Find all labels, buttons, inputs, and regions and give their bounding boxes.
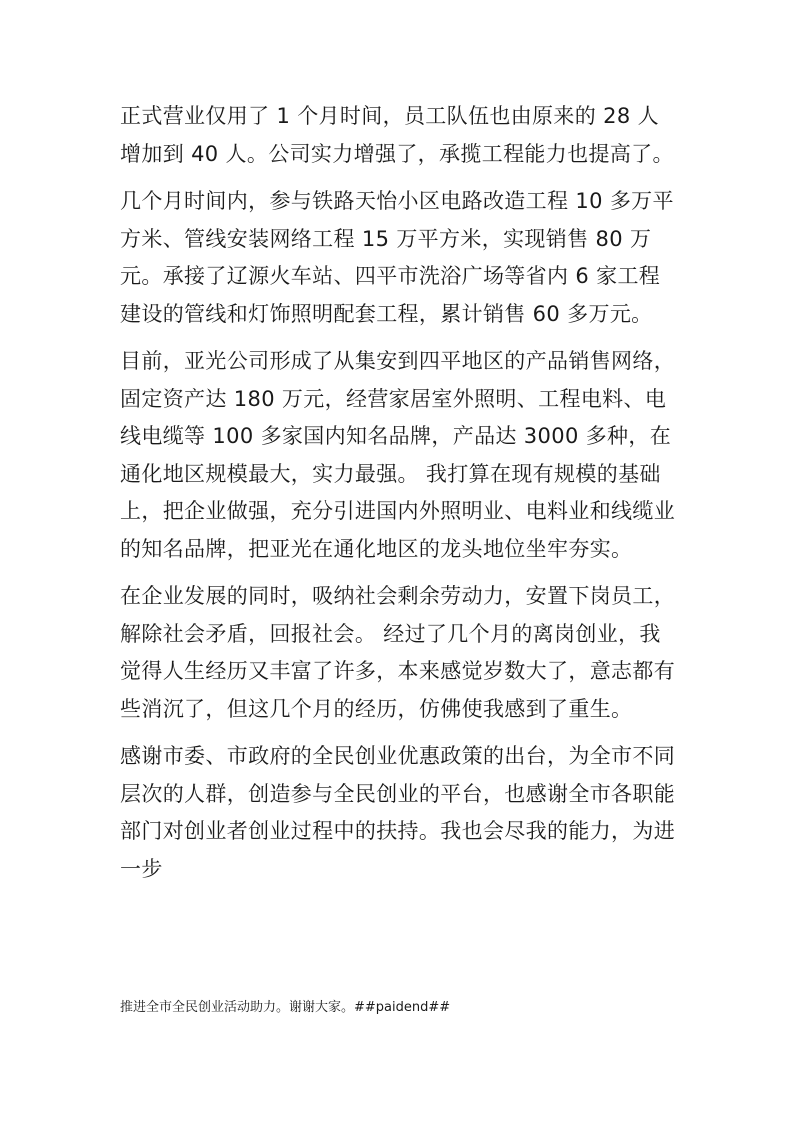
paragraph-3: 目前，亚光公司形成了从集安到四平地区的产品销售网络，固定资产达 180 万元，经营家居室外照明、工程电料、电线电缆等 100 多家国内知名品牌，产品达 3000 多种，在通化地区规模最大，实力最强。 我打算在现有规模的基础上，把企业做强，充分引进国内外照明业、电料业和线缆业的知名品牌，把亚光在通化地区的龙头地位坐牢夯实。 xyxy=(120,349,676,561)
paragraph-4: 在企业发展的同时，吸纳社会剩余劳动力，安置下岗员工，解除社会矛盾，回报社会。 经过了几个月的离岗创业，我觉得人生经历又丰富了许多，本来感觉岁数大了，意志都有些消沉了，但这几个月的经历，仿佛使我感到了重生。 xyxy=(120,584,676,721)
paragraph-2: 几个月时间内，参与铁路天怡小区电路改造工程 10 多万平方米、管线安装网络工程 15 万平方米，实现销售 80 万元。承接了辽源火车站、四平市洗浴广场等省内 6 家工程建设的管线和灯饰照明配套工程，累计销售 60 多万元。 xyxy=(120,189,674,326)
document-body xyxy=(120,98,676,898)
footer-note: 推进全市全民创业活动助力。谢谢大家。##paidend## xyxy=(120,1000,451,1015)
paragraph-1: 正式营业仅用了 1 个月时间，员工队伍也由原来的 28 人增加到 40 人。公司实力增强了，承揽工程能力也提高了。 xyxy=(120,104,674,166)
paragraph-5: 感谢市委、市政府的全民创业优惠政策的出台，为全市不同层次的人群，创造参与全民创业的平台，也感谢全市各职能部门对创业者创业过程中的扶持。我也会尽我的能力，为进一步 xyxy=(120,744,676,881)
